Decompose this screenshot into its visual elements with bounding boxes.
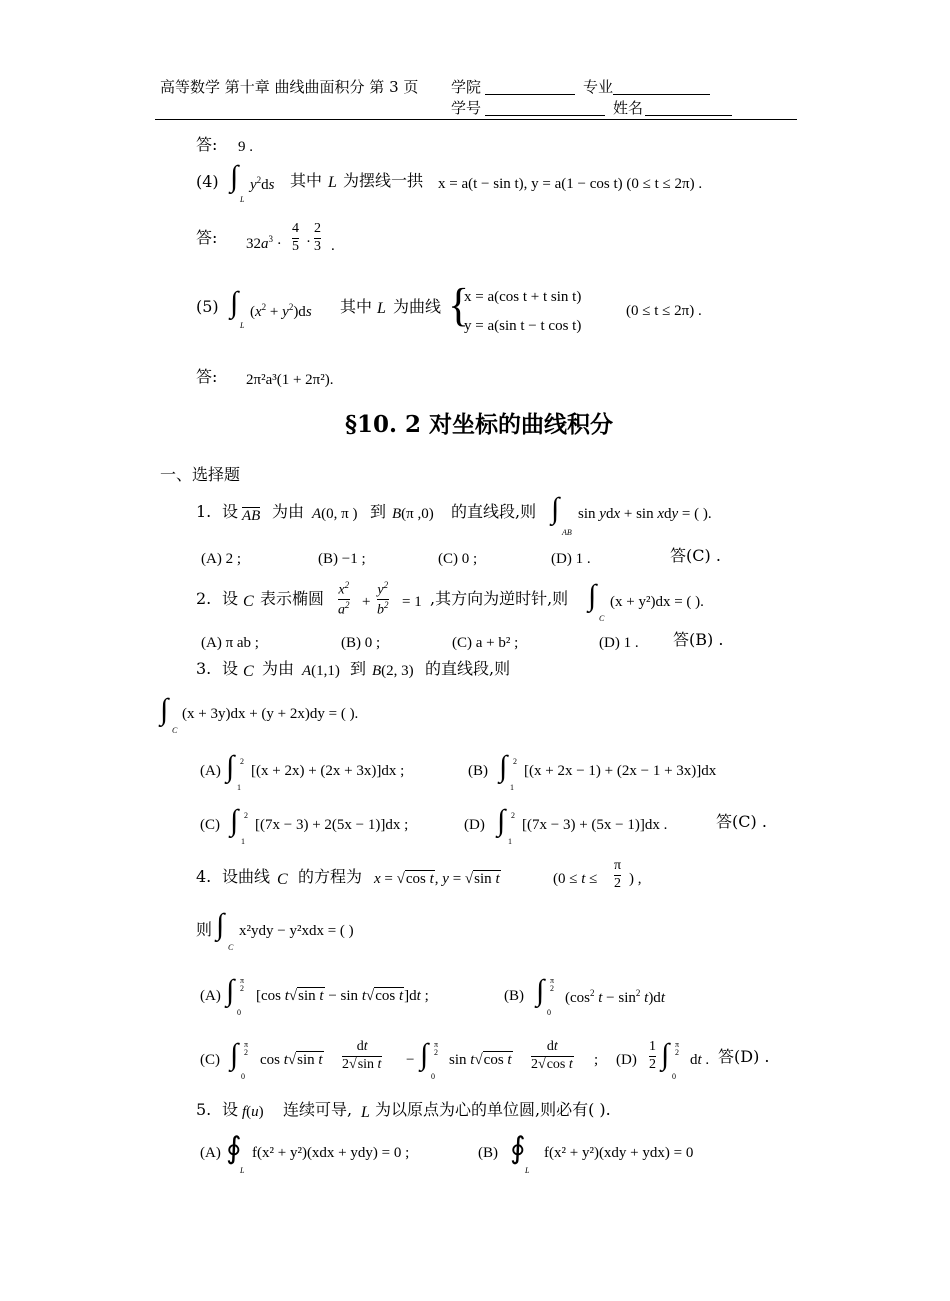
lower-limit: 0 xyxy=(672,1072,676,1081)
answer-label: 答: xyxy=(196,135,218,154)
q3-number: 3. xyxy=(196,659,212,678)
upper-limit-pi-2: π 2 xyxy=(240,976,245,993)
lower-limit-C: C xyxy=(228,943,234,952)
q3-label-c: (C) xyxy=(200,817,220,833)
q4-number: (4) xyxy=(196,172,219,191)
answer-label-4: 答: xyxy=(196,228,218,247)
lower-limit: 1 xyxy=(237,783,241,792)
q4c-then: 则 xyxy=(196,920,213,939)
lower-limit: 0 xyxy=(241,1072,245,1081)
q1-integrand: sin ydx + sin xdy = ( ). xyxy=(578,506,712,522)
major-blank xyxy=(613,94,710,95)
q4-expression: x = a(t − sin t), y = a(1 − cos t) (0 ≤ t ≤ 2π) . xyxy=(438,176,703,192)
q1-text2: 到 xyxy=(370,502,387,521)
q1-option-b: (B) −1 ; xyxy=(318,551,366,567)
period: . xyxy=(331,238,335,254)
q2-pre: 设 xyxy=(222,589,239,608)
fraction-dt-2root-sin: $\frac{dt}{\text{2√sin t}}$ xyxy=(342,1039,382,1072)
lower-limit: 1 xyxy=(510,783,514,792)
curve-C: C xyxy=(243,593,254,610)
upper-limit: 2 xyxy=(511,811,515,820)
q4c-param-x: x = √cos t, y = √sin t xyxy=(374,871,500,887)
q4c-label-d: (D) xyxy=(616,1052,637,1068)
q1-number: 1. xyxy=(196,502,212,521)
contour-integral-sign: ∮ xyxy=(510,1132,526,1165)
q2-text1: 表示椭圆 xyxy=(260,589,325,608)
q5c-number: 5. xyxy=(196,1100,212,1119)
point-A: A(1,1) xyxy=(302,663,340,679)
q4c-label-c: (C) xyxy=(200,1052,220,1068)
q1-option-d: (D) 1 . xyxy=(551,551,591,567)
integral-sign: ∫ xyxy=(588,579,597,612)
q2-text2: ,其方向为逆时针,则 xyxy=(430,589,569,608)
header-id-label: 学号 xyxy=(451,99,482,117)
q4-integrand: $y^2ds$ xyxy=(250,175,275,193)
equals-one: = 1 xyxy=(402,594,422,610)
upper-limit-pi-2: π 2 xyxy=(434,1040,439,1057)
q3-label-d: (D) xyxy=(464,817,485,833)
q4-text: 其中 xyxy=(290,171,323,190)
lower-limit-C: C xyxy=(599,614,605,623)
header-name-label: 姓名 xyxy=(613,99,644,117)
plus: + xyxy=(362,594,371,610)
q5-system-line1: x = a(cos t + t sin t) xyxy=(464,289,582,305)
lower-limit-L: L xyxy=(240,321,245,330)
integral-sign: ∫ xyxy=(551,492,560,525)
q3-answer: 答(C) . xyxy=(716,812,767,831)
q4c-option-c-term2: sin t√cos t xyxy=(449,1052,512,1068)
q3-label-b: (B) xyxy=(468,763,488,779)
q1-text3: 的直线段,则 xyxy=(451,502,537,521)
q3-label-a: (A) xyxy=(200,763,221,779)
q2-tail: (x + y²)dx = ( ). xyxy=(610,594,704,610)
integral-sign: ∫ xyxy=(230,1038,239,1071)
q3-option-c: [(7x − 3) + 2(5x − 1)]dx ; xyxy=(255,817,409,833)
q3-text2: 到 xyxy=(350,659,367,678)
college-blank xyxy=(485,94,575,95)
q5c-option-b: f(x² + y²)(xdy + ydx) = 0 xyxy=(544,1145,694,1161)
q4c-range-end: ) , xyxy=(629,871,642,887)
integral-sign: ∫ xyxy=(160,693,169,726)
q4c-option-d: dt . xyxy=(690,1052,710,1068)
upper-limit: 2 xyxy=(240,757,244,766)
q1-text1: 为由 xyxy=(272,502,305,521)
header-college-label: 学院 xyxy=(451,78,482,96)
integral-sign: ∫ xyxy=(230,160,239,193)
q3-option-a: [(x + 2x) + (2x + 3x)]dx ; xyxy=(251,763,405,779)
integral-sign: ∫ xyxy=(536,974,545,1007)
q4c-option-b: ($\cos^2$ $t - \sin^2 t)dt$ xyxy=(565,988,665,1006)
q4c-text2: 的方程为 xyxy=(298,867,363,886)
q2-option-c: (C) a + b² ; xyxy=(452,635,519,651)
q4c-integrand: x²ydy − y²xdx = ( ) xyxy=(239,923,354,939)
lower-limit-AB: AB xyxy=(562,528,572,537)
upper-limit: 2 xyxy=(244,811,248,820)
curve-C: C xyxy=(277,871,288,888)
lower-limit: 0 xyxy=(237,1008,241,1017)
lower-limit-L: L xyxy=(240,195,245,204)
q2-option-b: (B) 0 ; xyxy=(341,635,381,651)
q1-option-c: (C) 0 ; xyxy=(438,551,478,567)
minus: − xyxy=(406,1052,415,1068)
point-A: A(0, π ) xyxy=(312,506,358,522)
q4c-number: 4. xyxy=(196,867,212,886)
header-rule xyxy=(155,119,797,120)
q5-number: (5) xyxy=(196,297,219,316)
q2-option-d: (D) 1 . xyxy=(599,635,639,651)
answer-4: $32a^3$ · xyxy=(246,234,282,252)
q2-answer: 答(B) . xyxy=(673,630,724,649)
curve-L: L xyxy=(361,1104,370,1121)
q3-text3: 的直线段,则 xyxy=(425,659,511,678)
q3-text1: 为由 xyxy=(262,659,295,678)
q4c-option-a: [cos t√sin t − sin t√cos t]dt ; xyxy=(256,988,429,1004)
q1-answer: 答(C) . xyxy=(670,546,721,565)
q3-pre: 设 xyxy=(222,659,239,678)
q4-L: L xyxy=(328,174,337,191)
upper-limit-pi-2: π 2 xyxy=(675,1040,680,1057)
lower-limit: 0 xyxy=(431,1072,435,1081)
section-title: §10. 2 对坐标的曲线积分 xyxy=(345,411,614,438)
point-B: B(2, 3) xyxy=(372,663,414,679)
q4-text2: 为摆线一拱 xyxy=(343,171,424,190)
q5c-label-a: (A) xyxy=(200,1145,221,1161)
integral-sign: ∫ xyxy=(226,974,235,1007)
q4c-range: (0 ≤ t ≤ xyxy=(553,871,598,887)
q5-integrand: $(x^2 + y^2)ds$ xyxy=(250,302,312,320)
fraction-y2-b2: $\frac{y^2}{b^2}$ xyxy=(377,580,389,619)
integral-sign: ∫ xyxy=(226,750,235,783)
integral-sign: ∫ xyxy=(230,804,239,837)
answer-5: 2π²a³(1 + 2π²). xyxy=(246,372,334,388)
integral-sign: ∫ xyxy=(420,1038,429,1071)
q3-option-d: [(7x − 3) + (5x − 1)]dx . xyxy=(522,817,668,833)
answer-3: 9 . xyxy=(238,139,253,155)
fraction-dt-2root-cos: $\frac{dt}{\text{2√cos t}}$ xyxy=(531,1039,573,1072)
q5-text2: 为曲线 xyxy=(393,297,442,316)
q1-option-a: (A) 2 ; xyxy=(201,551,241,567)
q5c-option-a: f(x² + y²)(xdx + ydy) = 0 ; xyxy=(252,1145,410,1161)
integral-sign: ∫ xyxy=(499,750,508,783)
q4c-text1: 设曲线 xyxy=(222,867,271,886)
curve-C: C xyxy=(243,663,254,680)
lower-limit-L: L xyxy=(240,1166,245,1175)
arc-AB: AB xyxy=(242,508,261,524)
q4c-label-b: (B) xyxy=(504,988,524,1004)
q5-system-line2: y = a(sin t − t cos t) xyxy=(464,318,582,334)
id-blank xyxy=(485,115,605,116)
dot: · xyxy=(306,234,311,250)
point-B: B(π ,0) xyxy=(392,506,434,522)
lower-limit: 1 xyxy=(241,837,245,846)
q4c-option-c-term1: cos t√sin t xyxy=(260,1052,323,1068)
lower-limit: 1 xyxy=(508,837,512,846)
header-title: 高等数学 第十章 曲线曲面积分 第 3 页 xyxy=(160,78,419,96)
q3-integrand: (x + 3y)dx + (y + 2x)dy = ( ). xyxy=(182,706,359,722)
lower-limit: 0 xyxy=(547,1008,551,1017)
q3-option-b: [(x + 2x − 1) + (2x − 1 + 3x)]dx xyxy=(524,763,717,779)
q5c-text2: 为以原点为心的单位圆,则必有( ). xyxy=(375,1100,611,1119)
contour-integral-sign: ∮ xyxy=(226,1132,242,1165)
q2-option-a: (A) π ab ; xyxy=(201,635,259,651)
q4c-label-a: (A) xyxy=(200,988,221,1004)
q5-text: 其中 xyxy=(340,297,373,316)
fraction-x2-a2: $\frac{x^2}{a^2}$ xyxy=(338,580,350,619)
fraction-1-2: $\frac{1}{2}$ xyxy=(649,1039,656,1072)
fraction-4-5: $\frac{4}{5}$ xyxy=(292,221,299,254)
answer-label-5: 答: xyxy=(196,367,218,386)
q5c-pre: 设 xyxy=(222,1100,239,1119)
upper-limit: 2 xyxy=(513,757,517,766)
integral-sign: ∫ xyxy=(216,908,225,941)
integral-sign: ∫ xyxy=(230,286,239,319)
q1-pre: 设 xyxy=(222,502,239,521)
integral-sign: ∫ xyxy=(497,804,506,837)
header-major-label: 专业 xyxy=(583,78,614,96)
lower-limit-C: C xyxy=(172,726,178,735)
q5c-label-b: (B) xyxy=(478,1145,498,1161)
q5c-text1: 连续可导, xyxy=(283,1100,353,1119)
q5-range: (0 ≤ t ≤ 2π) . xyxy=(626,303,702,319)
system-brace: { xyxy=(448,279,470,332)
upper-limit-pi-2: π 2 xyxy=(550,976,555,993)
part-title: 一、选择题 xyxy=(160,465,241,484)
fraction-pi-2: $\frac{\pi}{2}$ xyxy=(614,858,622,891)
name-blank xyxy=(645,115,732,116)
f-of-u: f(u) xyxy=(242,1104,264,1120)
lower-limit-L: L xyxy=(525,1166,530,1175)
q2-number: 2. xyxy=(196,589,212,608)
fraction-2-3: $\frac{2}{3}$ xyxy=(314,221,321,254)
semicolon: ; xyxy=(594,1052,599,1068)
integral-sign: ∫ xyxy=(661,1038,670,1071)
upper-limit-pi-2: π 2 xyxy=(244,1040,249,1057)
q5-L: L xyxy=(377,300,386,317)
q4c-answer: 答(D) . xyxy=(718,1047,770,1066)
